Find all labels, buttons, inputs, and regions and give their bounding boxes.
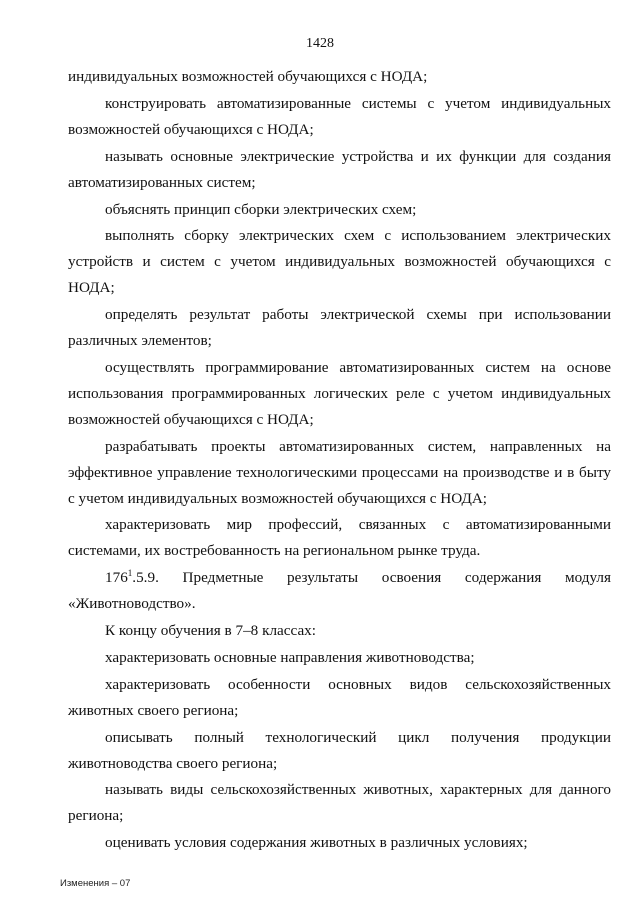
paragraph: определять результат работы электрической схемы при использовании различных элементов; bbox=[68, 306, 611, 350]
paragraph: характеризовать мир профессий, связанных с автоматизированными системами, их востребованность на региональном рынке труда. bbox=[68, 516, 611, 560]
section-number-superscript: 1 bbox=[127, 568, 133, 579]
paragraph: называть виды сельскохозяйственных животных, характерных для данного региона; bbox=[68, 781, 611, 825]
paragraph: разрабатывать проекты автоматизированных систем, направленных на эффективное управление технологическими процессами на производстве и в быту с учетом индивидуальных возможностей обучающихся с НОДА; bbox=[68, 437, 611, 507]
paragraph: оценивать условия содержания животных в различных условиях; bbox=[105, 834, 528, 852]
section-heading-text: .5.9. Предметные результаты освоения содержания модуля «Животноводство». bbox=[68, 569, 611, 613]
page-number: 1428 bbox=[306, 36, 334, 51]
section-number: 176 bbox=[105, 569, 128, 587]
paragraph: К концу обучения в 7–8 классах: bbox=[105, 622, 316, 640]
paragraph: объяснять принцип сборки электрических схем; bbox=[105, 200, 417, 218]
section-heading bbox=[68, 565, 611, 617]
paragraph: осуществлять программирование автоматизированных систем на основе использования программированных логических реле с учетом индивидуальных возможностей обучающихся с НОДА; bbox=[68, 358, 611, 428]
paragraph: характеризовать основные направления животноводства; bbox=[105, 648, 475, 666]
paragraph: выполнять сборку электрических схем с использованием электрических устройств и систем с учетом индивидуальных возможностей обучающихся с НОДА; bbox=[68, 227, 611, 297]
document-body bbox=[68, 64, 611, 856]
paragraph: описывать полный технологический цикл получения продукции животноводства своего региона; bbox=[68, 728, 611, 772]
paragraph: называть основные электрические устройства и их функции для создания автоматизированных систем; bbox=[68, 147, 611, 191]
paragraph: индивидуальных возможностей обучающихся с НОДА; bbox=[68, 68, 428, 85]
paragraph: конструировать автоматизированные системы с учетом индивидуальных возможностей обучающихся с НОДА; bbox=[68, 94, 611, 138]
footer-note: Изменения – 07 bbox=[60, 878, 131, 889]
paragraph: характеризовать особенности основных видов сельскохозяйственных животных своего региона; bbox=[68, 675, 611, 719]
